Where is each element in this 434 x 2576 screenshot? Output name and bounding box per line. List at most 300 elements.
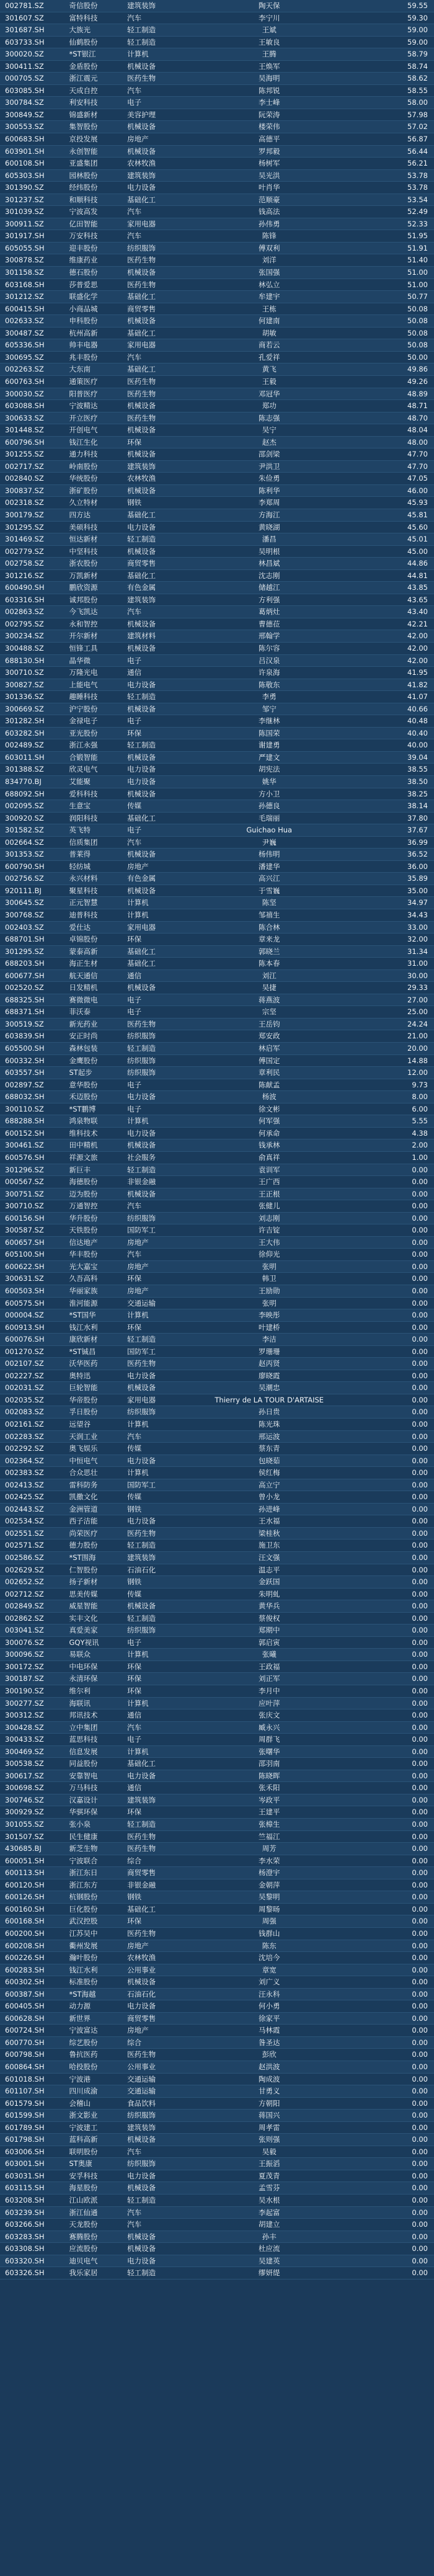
value-cell: 0.00 [412,2159,428,2168]
industry-cell: 轻工制造 [127,535,156,544]
manager-cell: 张明 [262,1298,277,1308]
table-row [0,1685,434,1698]
stock-code-cell: 301582.SZ [5,826,44,835]
stock-code-cell: 300920.SZ [5,813,44,822]
manager-cell: 吴宁 [262,426,277,435]
table-row [0,2195,434,2207]
industry-cell: 汽车 [127,2147,142,2156]
value-cell: 31.00 [407,959,428,968]
industry-cell: 机械设备 [127,146,156,156]
stock-name-cell: 万隆光电 [69,668,98,677]
stock-name-cell: 通力科技 [69,450,98,459]
stock-name-cell: 巨轮智能 [69,1383,98,1393]
stock-name-cell: 恒达新材 [69,535,98,544]
stock-code-cell: 600677.SH [5,971,45,980]
value-cell: 44.81 [407,571,428,580]
stock-code-cell: 603208.SH [5,2195,45,2204]
table-row [0,61,434,73]
stock-name-cell: 帅丰电器 [69,341,98,350]
stock-name-cell: 通策医疗 [69,377,98,386]
industry-cell: 非银金融 [127,1177,156,1187]
manager-cell: 吴海明 [258,74,280,83]
industry-cell: 传媒 [127,801,142,811]
industry-cell: 电子 [127,1007,142,1017]
manager-cell: 曾小龙 [258,1492,280,1502]
manager-cell: 夏茂青 [258,2171,280,2180]
stock-name-cell: 合众思壮 [69,1468,98,1477]
industry-cell: 商贸零售 [127,304,156,313]
stock-name-cell: 远望谷 [69,1419,91,1428]
table-row [0,1043,434,1055]
value-cell: 36.00 [407,862,428,871]
table-row [0,618,434,631]
stock-code-cell: 603320.SH [5,2256,45,2265]
stock-code-cell: 600490.SH [5,583,45,592]
table-row [0,194,434,207]
industry-cell: 纺织服饰 [127,2111,156,2120]
value-cell: 44.86 [407,559,428,568]
stock-code-cell: 300428.SZ [5,1723,44,1732]
stock-name-cell: 华升股份 [69,1213,98,1223]
manager-cell: 吴水根 [258,2195,280,2204]
stock-code-cell: 603168.SH [5,280,45,289]
manager-cell: 谢建勇 [258,741,280,750]
value-cell: 35.00 [407,886,428,895]
industry-cell: 轻工制造 [127,1044,156,1053]
value-cell: 0.00 [412,1311,428,1320]
stock-code-cell: 000705.SZ [5,74,44,83]
table-row [0,2146,434,2159]
value-cell: 0.00 [412,1626,428,1635]
manager-cell: 章利民 [258,1068,280,1077]
industry-cell: 机械设备 [127,2135,156,2144]
manager-cell: 杨伟明 [258,850,280,859]
stock-code-cell: 002283.SZ [5,1432,44,1441]
stock-code-cell: 300469.SZ [5,1747,44,1756]
table-row [0,1200,434,1213]
stock-name-cell: 宁波建工 [69,2123,98,2132]
manager-cell: 章来龙 [258,935,280,944]
industry-cell: 电子 [127,716,142,726]
table-row [0,1479,434,1492]
stock-code-cell: 301295.SZ [5,522,44,532]
stock-code-cell: 600622.SH [5,1262,45,1271]
table-row [0,109,434,122]
stock-name-cell: 富特科技 [69,13,98,22]
industry-cell: 医药生物 [127,256,156,265]
manager-cell: 方朝阳 [258,2098,280,2108]
stock-name-cell: 浙江仙通 [69,2208,98,2217]
stock-name-cell: 天成自控 [69,86,98,95]
value-cell: 0.00 [412,2195,428,2204]
industry-cell: 医药生物 [127,74,156,83]
stock-code-cell: 603115.SH [5,2183,45,2193]
value-cell: 6.00 [412,1104,428,1113]
stock-code-cell: 002795.SZ [5,619,44,628]
stock-name-cell: 海德股份 [69,1177,98,1187]
industry-cell: 医药生物 [127,1832,156,1841]
table-row [0,1637,434,1649]
stock-code-cell: 600332.SH [5,1056,45,1065]
stock-name-cell: 和顺科技 [69,195,98,204]
value-cell: 41.82 [407,680,428,689]
table-row [0,1843,434,1855]
value-cell: 0.00 [412,1517,428,1526]
table-row [0,679,434,692]
manager-cell: 吴捷 [262,983,277,992]
value-cell: 0.00 [412,2013,428,2023]
value-cell: 36.52 [407,850,428,859]
stock-name-cell: 合锻智能 [69,752,98,762]
industry-cell: 电力设备 [127,1371,156,1380]
industry-cell: 轻工制造 [127,1820,156,1829]
stock-name-cell: 宁波高发 [69,207,98,216]
industry-cell: 综合 [127,2038,142,2047]
manager-cell: 施卫东 [258,1541,280,1550]
industry-cell: 建筑装饰 [127,171,156,180]
stock-name-cell: 菲沃泰 [69,1007,91,1017]
stock-code-cell: 600724.SH [5,2026,45,2035]
value-cell: 0.00 [412,1274,428,1283]
manager-cell: 缪妍缇 [258,2268,280,2278]
industry-cell: 商贸零售 [127,559,156,568]
industry-cell: 环保 [127,1807,142,1817]
table-row [0,813,434,825]
value-cell: 5.55 [412,1116,428,1126]
value-cell: 0.00 [412,1687,428,1696]
industry-cell: 汽车 [127,607,142,617]
stock-code-cell: 603733.SH [5,37,45,47]
industry-cell: 基础化工 [127,328,156,337]
stock-name-cell: 安孚科技 [69,2171,98,2180]
industry-cell: 机械设备 [127,122,156,131]
table-row [0,1224,434,1237]
manager-cell: 叶建桥 [258,1322,280,1332]
manager-cell: 方小卫 [258,789,280,798]
manager-cell: 陈晓晖 [258,1771,280,1780]
value-cell: 38.50 [407,777,428,786]
stock-name-cell: 奥特迅 [69,1371,91,1380]
industry-cell: 机械设备 [127,426,156,435]
table-row [0,303,434,316]
stock-code-cell: 301388.SZ [5,765,44,774]
stock-code-cell: 002840.SZ [5,474,44,483]
table-row [0,1734,434,1746]
table-row [0,1649,434,1661]
table-row [0,291,434,303]
table-row [0,1855,434,1868]
manager-cell: 蒋国兴 [258,2111,280,2120]
table-row [0,2243,434,2255]
stock-code-cell: 002586.SZ [5,1553,44,1562]
manager-cell: 金朝萍 [258,1880,280,1889]
stock-code-cell: 600208.SH [5,1941,45,1950]
industry-cell: 计算机 [127,1311,149,1320]
industry-cell: 建筑装饰 [127,461,156,471]
manager-cell: 黄晓湖 [258,522,280,532]
value-cell: 45.93 [407,498,428,507]
manager-cell: 蔡东青 [258,1444,280,1453]
table-row [0,1794,434,1807]
table-row [0,363,434,376]
value-cell: 0.00 [412,1528,428,1538]
value-cell: 0.00 [412,1335,428,1344]
stock-name-cell: 实丰文化 [69,1613,98,1623]
table-row [0,643,434,655]
industry-cell: 汽车 [127,86,142,95]
table-row [0,1782,434,1794]
value-cell: 43.40 [407,607,428,617]
value-cell: 51.95 [407,231,428,241]
industry-cell: 轻工制造 [127,37,156,47]
manager-cell: 李宁川 [258,13,280,22]
manager-cell: 王励勋 [258,1286,280,1295]
table-row [0,267,434,279]
stock-code-cell: 300911.SZ [5,219,44,228]
industry-cell: 电子 [127,98,142,107]
industry-cell: 建筑材料 [127,631,156,641]
table-row [0,739,434,752]
stock-name-cell: 兆丰股份 [69,352,98,362]
stock-code-cell: 300461.SZ [5,1141,44,1150]
stock-name-cell: 四方达 [69,510,91,519]
industry-cell: 电子 [127,826,142,835]
industry-cell: 环保 [127,935,142,944]
industry-cell: 汽车 [127,231,142,241]
value-cell: 46.00 [407,486,428,495]
stock-code-cell: 688371.SH [5,1007,45,1017]
stock-name-cell: 联盛化学 [69,292,98,301]
stock-code-cell: 600283.SH [5,1965,45,1974]
value-cell: 27.00 [407,995,428,1004]
stock-code-cell: 603031.SH [5,2171,45,2180]
table-row [0,1515,434,1528]
stock-code-cell: 002443.SZ [5,1504,44,1513]
value-cell: 0.00 [412,2208,428,2217]
value-cell: 51.91 [407,243,428,252]
industry-cell: 计算机 [127,1116,149,1126]
manager-cell: 刘江 [262,971,277,980]
stock-code-cell: 002849.SZ [5,1602,44,1611]
manager-cell: 赵洪波 [258,2062,280,2071]
manager-cell: 钱群山 [258,1928,280,1938]
manager-cell: 张健儿 [258,1201,280,1211]
table-row [0,752,434,764]
manager-cell: 傅国定 [258,1056,280,1065]
stock-name-cell: 中坚科技 [69,546,98,556]
stock-code-cell: 430685.BJ [5,1844,42,1853]
value-cell: 42.00 [407,656,428,665]
industry-cell: 钢铁 [127,498,142,507]
value-cell: 45.81 [407,510,428,519]
table-row [0,2267,434,2280]
industry-cell: 轻工制造 [127,1613,156,1623]
industry-cell: 社会服务 [127,1152,156,1162]
industry-cell: 基础化工 [127,947,156,956]
table-row [0,606,434,618]
table-row [0,1394,434,1407]
stock-name-cell: 小商品城 [69,304,98,313]
stock-name-cell: 巨化股份 [69,1904,98,1914]
value-cell: 0.00 [412,2002,428,2011]
table-row [0,1504,434,1516]
industry-cell: 家用电器 [127,341,156,350]
stock-code-cell: 002035.SZ [5,1395,44,1404]
value-cell: 9.73 [412,1080,428,1089]
industry-cell: 机械设备 [127,316,156,326]
stock-name-cell: 宁波港 [69,2074,91,2084]
stock-name-cell: 迪普科技 [69,911,98,920]
value-cell: 35.89 [407,874,428,883]
stock-name-cell: 安靠智电 [69,1771,98,1780]
manager-cell: 傅双利 [258,243,280,252]
table-row [0,97,434,109]
manager-cell: 王广西 [258,1177,280,1187]
industry-cell: 基础化工 [127,571,156,580]
manager-cell: 尹洪卫 [258,461,280,471]
value-cell: 40.00 [407,741,428,750]
table-row [0,1358,434,1370]
table-row [0,837,434,849]
industry-cell: 通信 [127,1711,142,1720]
stock-name-cell: 祥源文旅 [69,1152,98,1162]
table-row [0,2037,434,2049]
stock-name-cell: 蓝思科技 [69,1735,98,1744]
value-cell: 0.00 [412,1832,428,1841]
table-row [0,230,434,243]
table-row [0,12,434,25]
table-row [0,182,434,194]
stock-name-cell: 聚星科技 [69,886,98,895]
table-row [0,1128,434,1140]
value-cell: 58.55 [407,86,428,95]
table-row [0,1613,434,1625]
table-row [0,133,434,146]
value-cell: 43.65 [407,595,428,604]
industry-cell: 医药生物 [127,1528,156,1538]
stock-code-cell: 002107.SZ [5,1359,44,1368]
stock-code-cell: 600405.SH [5,2002,45,2011]
value-cell: 48.04 [407,426,428,435]
manager-cell: 王水福 [258,1517,280,1526]
manager-cell: 李起富 [258,2208,280,2217]
table-row [0,982,434,994]
table-row [0,1698,434,1710]
value-cell: 0.00 [412,1928,428,1938]
value-cell: 52.49 [407,207,428,216]
value-cell: 25.00 [407,1007,428,1017]
manager-cell: 陈东 [262,1941,277,1950]
value-cell: 0.00 [412,1577,428,1587]
stock-code-cell: 300698.SZ [5,1783,44,1793]
stock-code-cell: 601798.SH [5,2135,45,2144]
stock-code-cell: 688203.SH [5,959,45,968]
manager-cell: 吴毅 [262,2147,277,2156]
stock-code-cell: 300179.SZ [5,510,44,519]
value-cell: 0.00 [412,1698,428,1708]
manager-cell: 马林霞 [258,2026,280,2035]
stock-code-cell: 600576.SH [5,1152,45,1162]
manager-cell: 高立宁 [258,1480,280,1489]
stock-name-cell: 正元智慧 [69,898,98,907]
value-cell: 50.08 [407,304,428,313]
manager-cell: 徐家平 [258,2013,280,2023]
table-row [0,1989,434,2001]
stock-code-cell: 300487.SZ [5,328,44,337]
value-cell: 0.00 [412,1201,428,1211]
manager-cell: 潘建华 [258,862,280,871]
stock-name-cell: 鹏欣资源 [69,583,98,592]
table-row [0,328,434,340]
stock-code-cell: 688701.SH [5,935,45,944]
industry-cell: 机械设备 [127,401,156,411]
industry-cell: 纺织服饰 [127,1068,156,1077]
stock-code-cell: 300631.SZ [5,1274,44,1283]
value-cell: 50.00 [407,352,428,362]
stock-name-cell: 禾迈股份 [69,1092,98,1102]
stock-code-cell: 600113.SH [5,1868,45,1878]
stock-name-cell: 卓锦股份 [69,935,98,944]
stock-name-cell: 维尔利 [69,1687,91,1696]
table-row [0,339,434,352]
stock-code-cell: 600770.SH [5,2038,45,2047]
industry-cell: 计算机 [127,911,149,920]
stock-code-cell: 300076.SZ [5,1638,44,1647]
table-row [0,946,434,958]
table-row [0,922,434,934]
stock-code-cell: 603006.SH [5,2147,45,2156]
value-cell: 0.00 [412,1589,428,1598]
manager-cell: 陶天保 [258,1,280,10]
table-row [0,1334,434,1346]
industry-cell: 机械设备 [127,2244,156,2253]
stock-code-cell: 301507.SZ [5,1832,44,1841]
industry-cell: 医药生物 [127,389,156,398]
stock-code-cell: 688032.SH [5,1092,45,1102]
value-cell: 37.80 [407,813,428,822]
industry-cell: 非银金融 [127,1880,156,1889]
manager-cell: 陶成波 [258,2074,280,2084]
stock-name-cell: 意华股份 [69,1080,98,1089]
value-cell: 0.00 [412,1711,428,1720]
stock-code-cell: 603282.SH [5,728,45,738]
value-cell: 0.00 [412,1286,428,1295]
stock-code-cell: 605303.SH [5,171,45,180]
table-row [0,703,434,716]
stock-name-cell: 永清环保 [69,1674,98,1683]
value-cell: 0.00 [412,1965,428,1974]
stock-code-cell: 002779.SZ [5,546,44,556]
stock-name-cell: 浙江东日 [69,1868,98,1878]
value-cell: 32.00 [407,935,428,944]
stock-name-cell: 鲁抗医药 [69,2050,98,2059]
value-cell: 51.00 [407,280,428,289]
table-row [0,1758,434,1770]
industry-cell: 建筑装饰 [127,595,156,604]
stock-code-cell: 600126.SH [5,1892,45,1902]
table-row [0,461,434,473]
manager-cell: 温志平 [258,1565,280,1574]
industry-cell: 机械设备 [127,2183,156,2193]
stock-name-cell: 沪宁股份 [69,704,98,713]
manager-cell: 尹巍 [262,837,277,847]
stock-code-cell: 002425.SZ [5,1492,44,1502]
table-row [0,788,434,801]
industry-cell: 通信 [127,668,142,677]
stock-code-cell: 300617.SZ [5,1771,44,1780]
table-row [0,776,434,788]
industry-cell: 国防军工 [127,1347,156,1356]
